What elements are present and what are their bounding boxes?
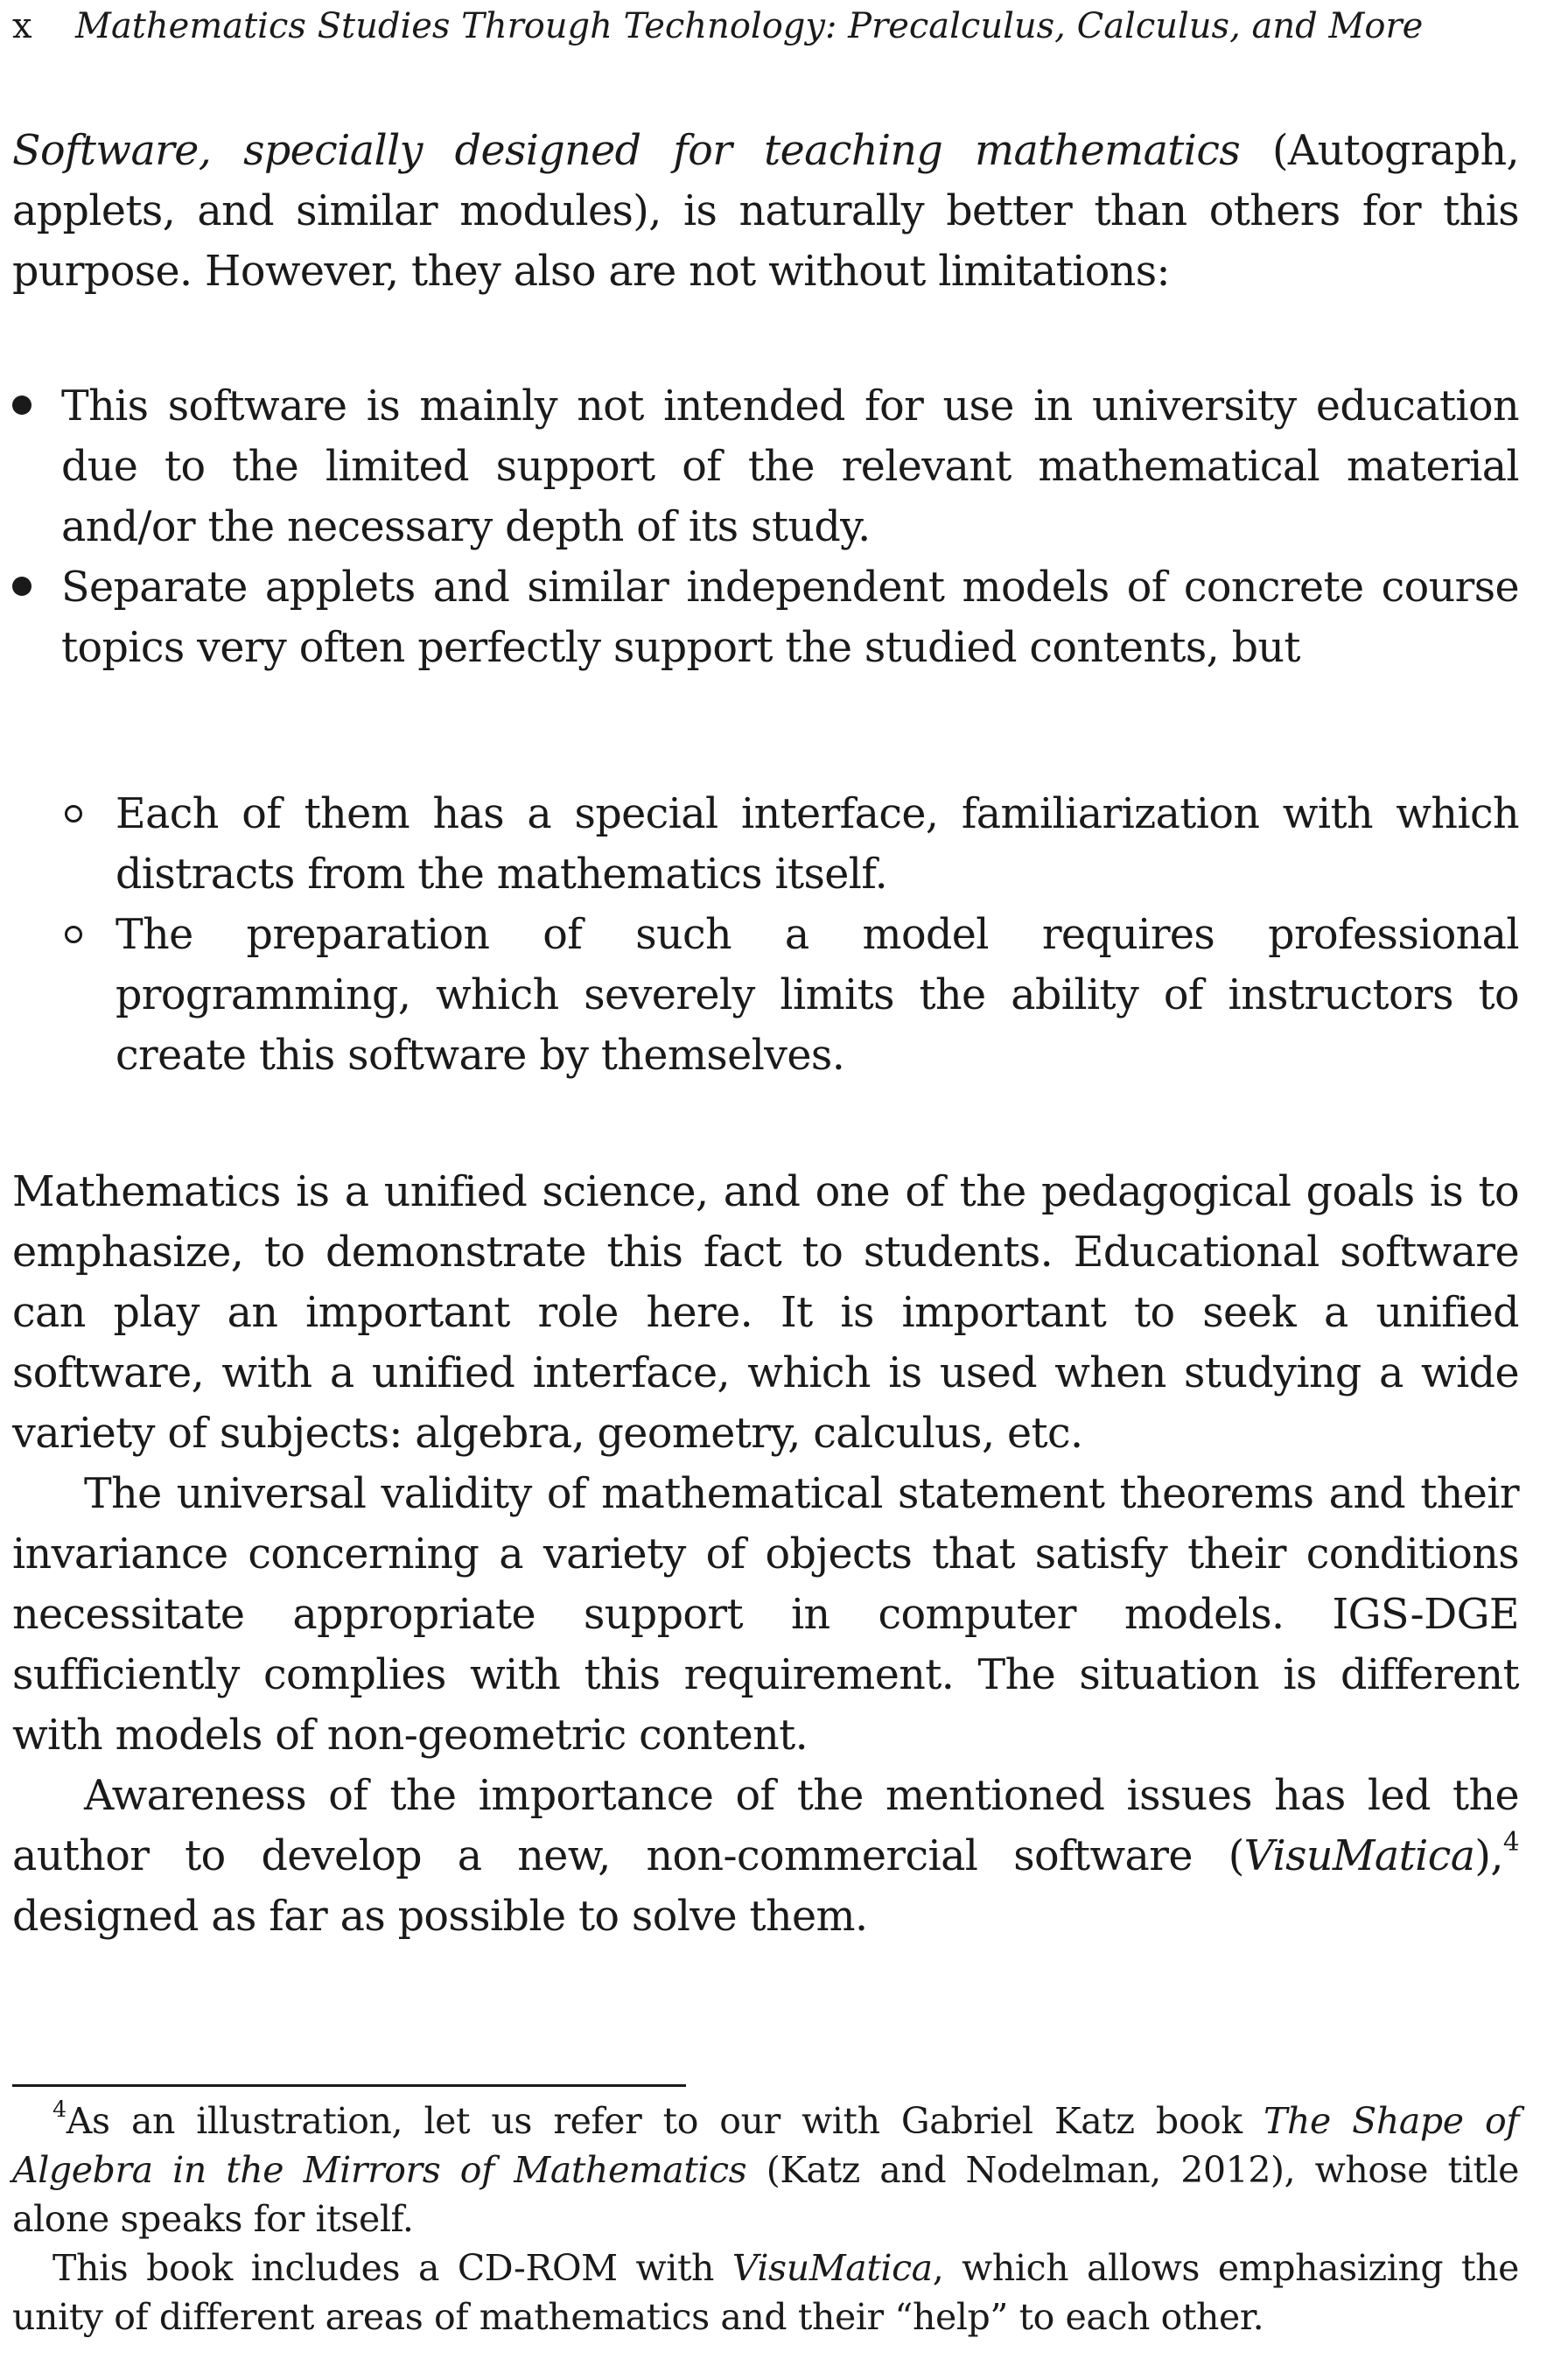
sub-list-item [61,905,1519,1086]
paragraph-awareness [12,1766,1519,1947]
footnote-text-end: (Katz and Nodelman, 2012), whose title alone speaks for itself. [12,2149,1519,2240]
main-paragraphs [12,1162,1519,1947]
book-title: The Shape of Algebra in the Mirrors of Mathematics [12,2100,1519,2191]
hollow-bullet-icon [65,805,82,822]
bullet-icon [12,396,32,415]
bullet-icon [12,577,32,596]
list-item [12,557,1519,678]
paragraph-universal-validity: The universal validity of mathematical statement theorems and their invariance concerning a variety of objects that satisfy their conditions necessitate appropriate support in computer models. IGS-DGE sufficiently complies with this requirement. The situation is different with models of non-geometric content. [12,1470,1519,1760]
running-head [12,0,1519,52]
visumatica-name-footnote: VisuMatica [732,2247,933,2289]
footnote-rule [12,2084,686,2087]
list-item [12,376,1519,557]
hollow-bullet-icon [65,926,82,943]
intro-paragraph [12,121,1519,302]
paragraph-awareness-text: Awareness of the importance of the mentioned issues has led the author to develop a new, non-commercial software ( [12,1772,1519,1880]
intro-lead-italic: Software, specially designed for teaching mathematics [12,127,1241,175]
visumatica-name: VisuMatica [1243,1832,1475,1880]
footnote-4 [12,2096,1519,2244]
sub-bullet-list [61,784,1519,1086]
sub-list-item-text: Each of them has a special interface, familiarization with which distracts from the mathematics itself. [116,790,1519,899]
footnote-4-continued [12,2244,1519,2342]
footnote-cont-text: This book includes a CD-ROM with [52,2247,732,2289]
intro-rest: (Autograph, applets, and similar modules), is naturally better than others for this purpose. However, they also are not without limitations: [12,127,1519,296]
footnote-text: As an illustration, let us refer to our with Gabriel Katz book [66,2100,1264,2142]
footnote-ref[interactable]: 4 [1502,1826,1519,1857]
footnote-marker: 4 [52,2095,66,2122]
bullet-list [12,376,1519,678]
paragraph-awareness-end: designed as far as possible to solve them. [12,1893,868,1941]
sub-list-item [61,784,1519,905]
page-number: x [12,6,32,46]
list-item-text: Separate applets and similar independent models of concrete course topics very often perfectly support the studied contents, but [61,564,1519,672]
running-title: Mathematics Studies Through Technology: Precalculus, Calculus, and More [75,6,1424,46]
list-item-text: This software is mainly not intended for use in university education due to the limited support of the relevant mathematical material and/or the necessary depth of its study. [61,382,1519,551]
paragraph-awareness-punct: ), [1474,1832,1503,1880]
footnotes [12,2096,1519,2342]
paragraph-unified-science: Mathematics is a unified science, and one of the pedagogical goals is to emphasize, to demonstrate this fact to students. Educational software can play an important role here. It is important to seek a unified software, with a unified interface, which is used when studying a wide variety of subjects: algebra, geometry, calculus, etc. [12,1168,1519,1458]
sub-list-item-text: The preparation of such a model requires professional programming, which severely limits the ability of instructors to create this software by themselves. [116,911,1519,1080]
footnote-cont-end: , which allows emphasizing the unity of different areas of mathematics and their “help” to each other. [12,2247,1519,2338]
